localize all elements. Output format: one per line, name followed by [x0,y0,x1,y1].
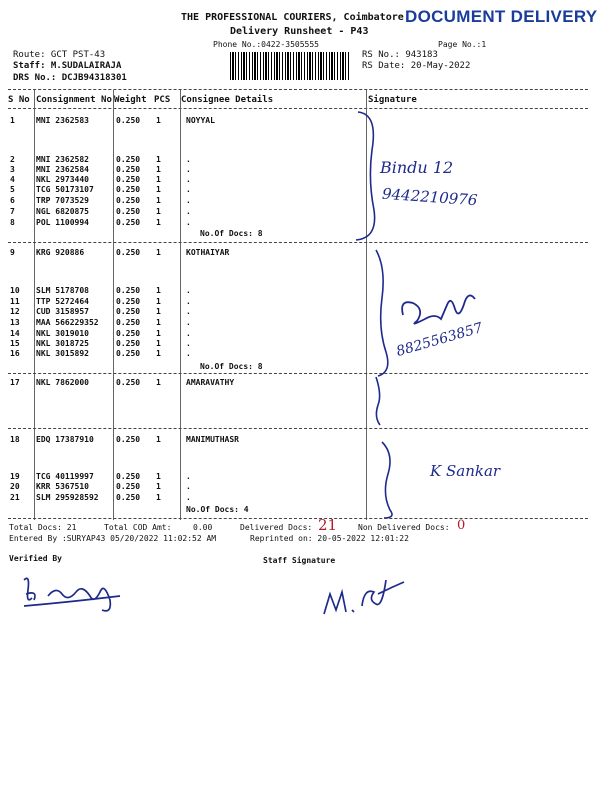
table-row [0,482,600,492]
table-cell: 0.250 [116,185,141,194]
table-cell: 0.250 [116,218,141,227]
table-cell: 18 [10,435,20,444]
table-cell: 1 [156,318,161,327]
table-row [0,318,600,328]
table-cell: 1 [156,175,161,184]
phone-number: Phone No.:0422-3505555 [213,40,319,49]
table-cell: 9 [10,248,15,257]
table-cell: 0.250 [116,165,141,174]
table-cell: 19 [10,472,20,481]
col-signature: Signature [368,95,417,105]
table-cell: 21 [10,493,20,502]
divider [8,428,588,429]
drs-number: DRS No.: DCJB94318301 [13,73,127,83]
route: Route: GCT PST-43 [13,50,106,60]
table-cell: . [186,482,191,491]
table-cell: 20 [10,482,20,491]
table-cell: . [186,297,191,306]
table-cell: . [186,185,191,194]
signature-bracket [352,110,382,244]
table-cell: 0.250 [116,297,141,306]
table-cell: SLM 295928592 [36,493,99,502]
divider [8,242,588,243]
docs-count: No.Of Docs: 8 [200,229,263,238]
reprinted-on: Reprinted on: 20-05-2022 12:01:22 [250,534,409,543]
page-number: Page No.:1 [438,40,487,49]
table-cell: NKL 3015892 [36,349,89,358]
table-cell: 8 [10,218,15,227]
table-cell: 1 [156,155,161,164]
table-cell: . [186,493,191,502]
table-cell: TTP 5272464 [36,297,89,306]
table-cell: TCG 50173107 [36,185,94,194]
table-cell: . [186,196,191,205]
total-cod-value: 0.00 [193,523,213,532]
table-cell: 0.250 [116,196,141,205]
table-row [0,472,600,482]
table-cell: 1 [156,165,161,174]
divider [8,518,588,519]
docs-count: No.Of Docs: 8 [200,362,263,371]
table-cell: 1 [156,493,161,502]
docs-count: No.Of Docs: 4 [186,505,249,514]
table-cell: KRG 920886 [36,248,85,257]
table-cell: 1 [156,185,161,194]
table-row [0,196,600,206]
table-cell: 1 [156,248,161,257]
table-row [0,339,600,349]
table-cell: 15 [10,339,20,348]
table-cell: 1 [156,297,161,306]
table-cell: NKL 3019010 [36,329,89,338]
table-cell: 0.250 [116,482,141,491]
table-cell: 0.250 [116,286,141,295]
table-cell: 13 [10,318,20,327]
table-cell: NGL 6820875 [36,207,89,216]
table-cell: 0.250 [116,207,141,216]
table-cell: 0.250 [116,378,141,387]
handwritten-name: K Sankar [430,462,501,480]
table-cell: . [186,472,191,481]
staff-signature-label: Staff Signature [263,556,336,565]
table-cell: 0.250 [116,329,141,338]
divider [8,108,588,109]
table-cell: . [186,165,191,174]
total-docs: Total Docs: 21 [9,523,77,532]
handwritten-phone: 8825563857 [394,320,485,360]
rs-date: RS Date: 20-May-2022 [362,61,471,71]
table-cell: MNI 2362583 [36,116,89,125]
table-row [0,207,600,217]
table-row [0,297,600,307]
table-cell: 1 [156,349,161,358]
table-cell: SLM 5178708 [36,286,89,295]
table-cell: NKL 7862000 [36,378,89,387]
table-cell: 0.250 [116,318,141,327]
table-cell: 0.250 [116,339,141,348]
column-header-row [0,95,600,107]
table-cell: 14 [10,329,20,338]
table-cell: MNI 2362584 [36,165,89,174]
table-row [0,493,600,503]
table-row [0,155,600,165]
company-name: THE PROFESSIONAL COURIERS, Coimbatore [181,12,404,23]
table-cell: EDQ 17387910 [36,435,94,444]
table-cell: 0.250 [116,307,141,316]
table-cell: MAA 566229352 [36,318,99,327]
divider [8,373,588,374]
table-cell: . [186,339,191,348]
table-cell: 7 [10,207,15,216]
table-cell: . [186,286,191,295]
handwritten-phone: 9442210976 [381,184,478,210]
table-cell: NKL 3018725 [36,339,89,348]
delivered-docs-label: Delivered Docs: [240,523,313,532]
col-weight: Weight [114,95,147,105]
table-cell: 0.250 [116,116,141,125]
table-cell: 1 [156,472,161,481]
non-delivered-docs-value: 0 [457,518,466,533]
table-cell: 0.250 [116,493,141,502]
table-cell: . [186,349,191,358]
table-cell: 11 [10,297,20,306]
table-cell: 0.250 [116,349,141,358]
table-cell: . [186,218,191,227]
table-cell: 1 [156,286,161,295]
table-cell: TRP 7073529 [36,196,89,205]
table-cell: 5 [10,185,15,194]
table-cell: 1 [156,116,161,125]
table-cell: 6 [10,196,15,205]
col-pcs: PCS [154,95,171,105]
table-row [0,349,600,359]
table-cell: MNI 2362582 [36,155,89,164]
table-cell: 1 [156,207,161,216]
table-row [0,307,600,317]
table-row [0,435,600,445]
table-cell: 4 [10,175,15,184]
table-cell: CUD 3158957 [36,307,89,316]
table-cell: TCG 40119997 [36,472,94,481]
table-cell: NOYYAL [186,116,215,125]
table-cell: 2 [10,155,15,164]
non-delivered-docs-label: Non Delivered Docs: [358,523,450,532]
col-consignment: Consignment No [36,95,112,105]
table-cell: 0.250 [116,155,141,164]
table-cell: POL 1100994 [36,218,89,227]
table-cell: . [186,155,191,164]
table-cell: 1 [10,116,15,125]
table-cell: 1 [156,196,161,205]
delivered-docs-value: 21 [318,516,338,534]
table-row [0,378,600,388]
table-row [0,248,600,258]
divider [8,89,588,90]
signature-bracket [378,440,404,520]
table-row [0,175,600,185]
staff-name: Staff: M.SUDALAIRAJA [13,61,122,71]
table-cell: . [186,318,191,327]
table-cell: AMARAVATHY [186,378,235,387]
table-cell: 0.250 [116,175,141,184]
table-cell: 12 [10,307,20,316]
signature-bracket [372,248,398,378]
table-cell: 16 [10,349,20,358]
total-cod-label: Total COD Amt: [104,523,172,532]
table-row [0,286,600,296]
table-cell: NKL 2973440 [36,175,89,184]
table-cell: 1 [156,378,161,387]
table-cell: . [186,307,191,316]
document-delivery-stamp: DOCUMENT DELIVERY [405,7,598,26]
table-cell: KOTHAIYAR [186,248,230,257]
table-row [0,329,600,339]
handwritten-name: Bindu 12 [380,158,454,177]
table-cell: 1 [156,329,161,338]
staff-signature [320,570,410,620]
table-cell: 1 [156,218,161,227]
col-sno: S No [8,95,30,105]
barcode [230,52,350,80]
table-cell: 1 [156,482,161,491]
table-cell: . [186,329,191,338]
table-cell: 0.250 [116,472,141,481]
table-row [0,185,600,195]
table-cell: . [186,207,191,216]
table-row [0,116,600,126]
table-cell: 10 [10,286,20,295]
entered-by: Entered By :SURYAP43 05/20/2022 11:02:52 AM [9,534,217,543]
runsheet-title: Delivery Runsheet - P43 [230,26,369,37]
signature-bracket [370,375,394,427]
verified-by-label: Verified By [9,554,62,563]
table-cell: KRR 5367510 [36,482,89,491]
table-cell: 3 [10,165,15,174]
table-row [0,165,600,175]
table-cell: 0.250 [116,435,141,444]
table-cell: 1 [156,435,161,444]
table-cell: 1 [156,307,161,316]
table-cell: 1 [156,339,161,348]
table-cell: 0.250 [116,248,141,257]
rs-number: RS No.: 943183 [362,50,438,60]
table-cell: MANIMUTHASR [186,435,239,444]
verifier-signature [20,570,130,618]
table-cell: . [186,175,191,184]
table-row [0,218,600,228]
table-cell: 17 [10,378,20,387]
col-consignee: Consignee Details [181,95,274,105]
